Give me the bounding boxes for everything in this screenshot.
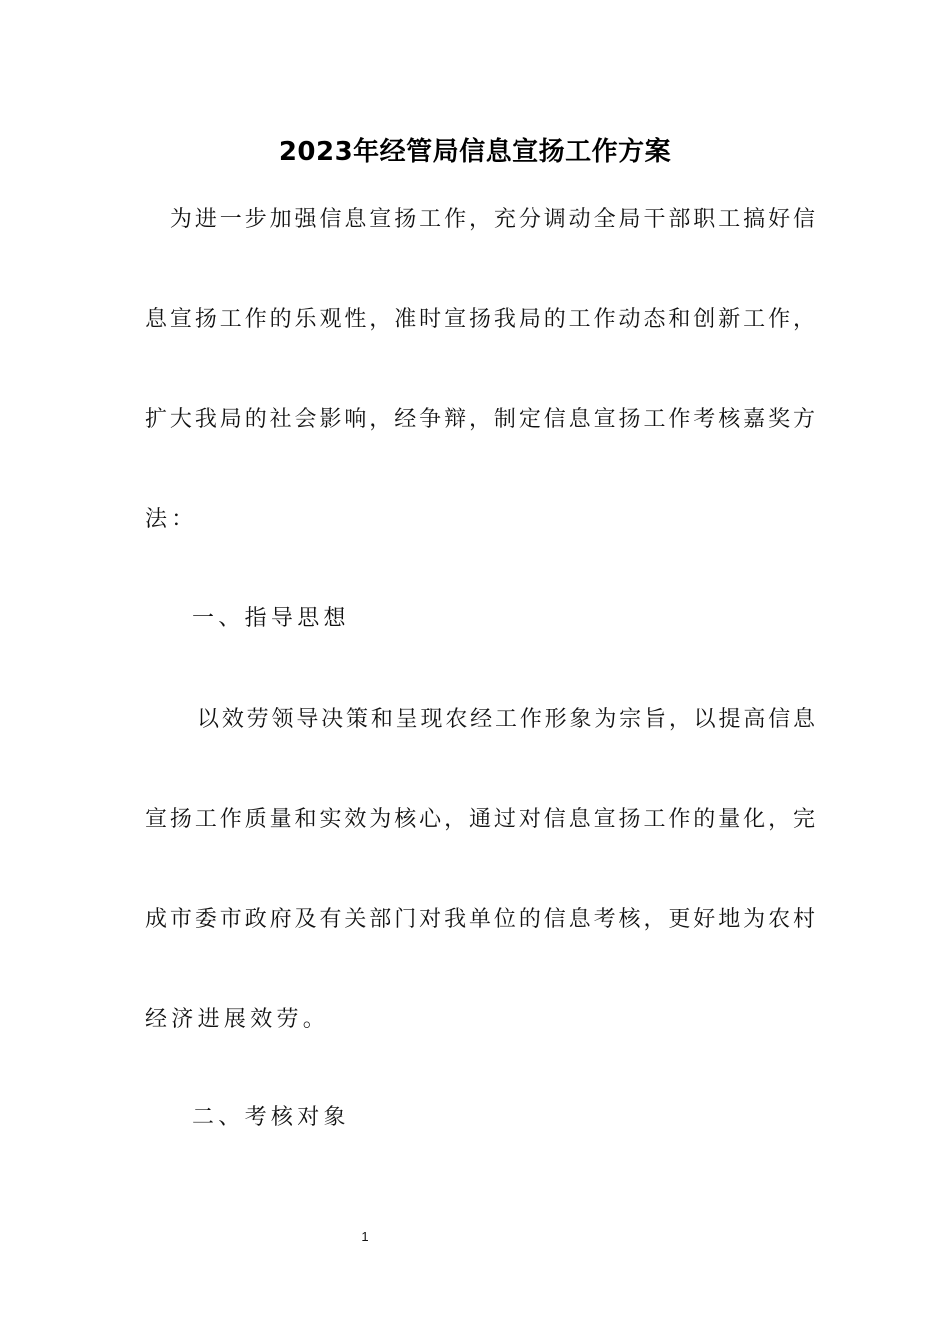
page-number: 1 (361, 1229, 369, 1244)
section-heading-guiding-ideology: 一、指导思想 (192, 606, 350, 631)
intro-line: 法： (145, 507, 198, 532)
section1-line: 成市委市政府及有关部门对我单位的信息考核，更好地为农村 (145, 907, 815, 932)
intro-line: 息宣扬工作的乐观性，准时宣扬我局的工作动态和创新工作， (145, 307, 815, 332)
section-heading-assessment-targets: 二、考核对象 (192, 1105, 350, 1130)
intro-line: 为进一步加强信息宣扬工作，充分调动全局干部职工搞好信 (167, 207, 815, 232)
intro-line: 扩大我局的社会影响，经争辩，制定信息宣扬工作考核嘉奖方 (145, 407, 815, 432)
section1-line: 以效劳领导决策和呈现农经工作形象为宗旨，以提高信息 (197, 707, 815, 732)
section1-line: 经济进展效劳。 (145, 1007, 330, 1032)
document-title: 2023年经管局信息宣扬工作方案 (278, 137, 672, 167)
section1-line: 宣扬工作质量和实效为核心，通过对信息宣扬工作的量化，完 (145, 807, 815, 832)
